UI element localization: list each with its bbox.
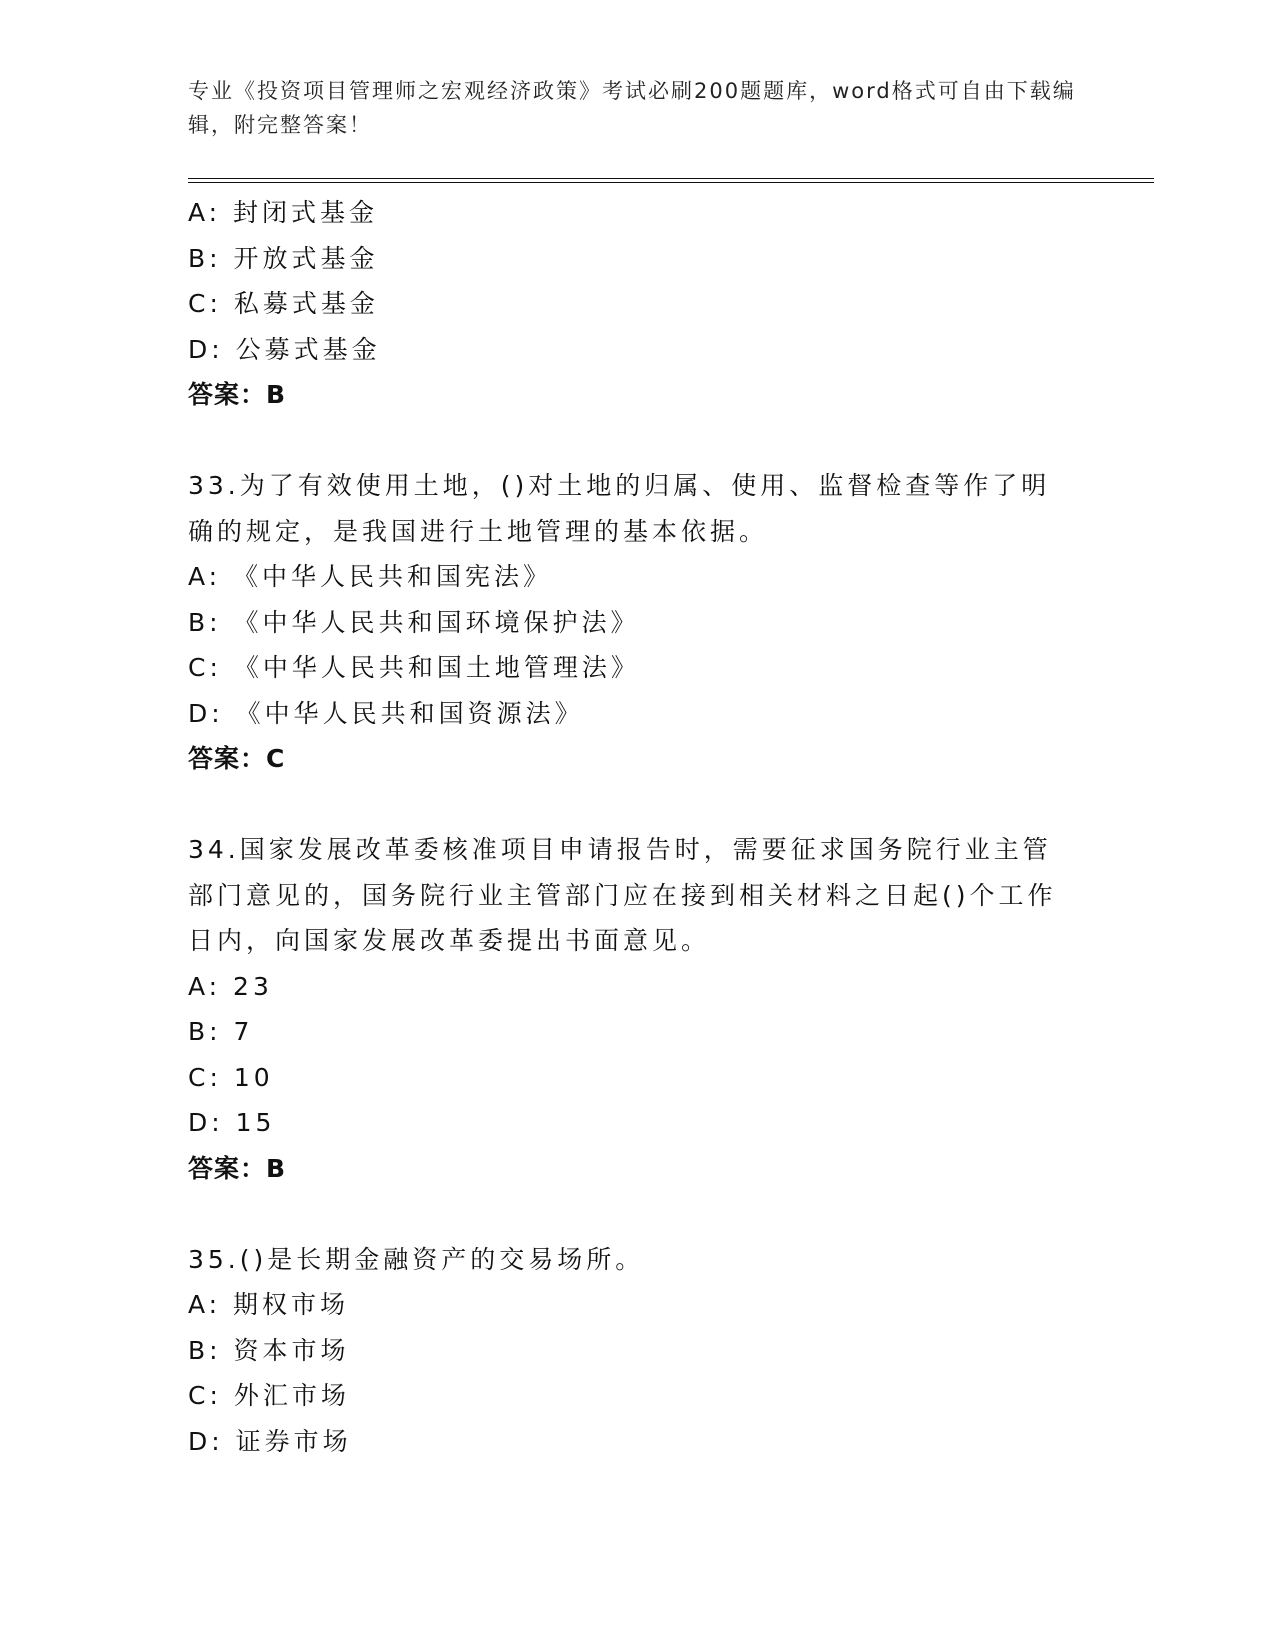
option-c: C: 私募式基金 (188, 289, 379, 318)
option-a: A: 《中华人民共和国宪法》 (188, 562, 553, 591)
option-c: C: 10 (188, 1062, 274, 1092)
answer: 答案：B (188, 1153, 287, 1183)
answer: 答案：C (188, 744, 286, 773)
spacer (188, 1191, 1088, 1237)
question-34 (188, 827, 1088, 1191)
option-b: B: 7 (188, 1017, 254, 1046)
question-stem: 33.为了有效使用土地，()对土地的归属、使用、监督检查等作了明确的规定，是我国进行土地管理的基本依据。 (188, 471, 1051, 546)
question-32-continued (188, 190, 1088, 418)
option-a: A: 封闭式基金 (188, 198, 379, 227)
header-rule-bottom (188, 182, 1154, 183)
option-b: B: 开放式基金 (188, 243, 379, 273)
option-d: D: 15 (188, 1108, 276, 1137)
option-a: A: 23 (188, 971, 273, 1001)
spacer (188, 782, 1088, 828)
document-header: 专业《投资项目管理师之宏观经济政策》考试必刷200题题库，word格式可自由下载编辑，附完整答案！ (188, 79, 1076, 137)
option-d: D: 证券市场 (188, 1426, 352, 1456)
option-a: A: 期权市场 (188, 1290, 350, 1319)
option-c: C: 外汇市场 (188, 1381, 350, 1410)
question-content (188, 190, 1088, 1464)
option-c: C: 《中华人民共和国土地管理法》 (188, 653, 640, 682)
answer: 答案：B (188, 380, 287, 409)
option-b: B: 资本市场 (188, 1335, 350, 1365)
question-35 (188, 1237, 1088, 1465)
question-33 (188, 463, 1088, 782)
option-b: B: 《中华人民共和国环境保护法》 (188, 607, 640, 637)
header-rule-top (188, 178, 1154, 179)
question-stem: 35.()是长期金融资产的交易场所。 (188, 1244, 645, 1274)
spacer (188, 418, 1088, 464)
option-d: D: 公募式基金 (188, 334, 381, 364)
question-stem: 34.国家发展改革委核准项目申请报告时，需要征求国务院行业主管部门意见的，国务院行业主管部门应在接到相关材料之日起()个工作日内，向国家发展改革委提出书面意见。 (188, 835, 1057, 955)
option-d: D: 《中华人民共和国资源法》 (188, 698, 584, 728)
